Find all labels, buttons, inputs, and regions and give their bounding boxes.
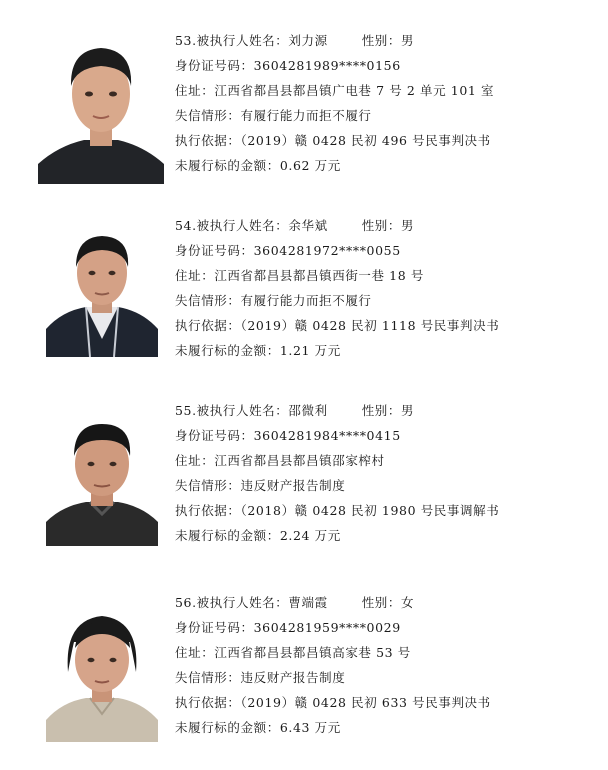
gender-label: 性别： [361,403,402,418]
id-value: 3604281984****0415 [253,428,401,443]
name-label: 56.被执行人姓名： [175,595,289,610]
status-line [175,473,499,498]
address-value: 江西省都昌县都昌镇广电巷 7 号 2 单元 101 室 [214,83,495,98]
debtor-entry-55 [0,398,608,578]
status-value: 违反财产报告制度 [240,478,346,493]
amount-value: 2.24 万元 [279,528,341,543]
address-value: 江西省都昌县都昌镇邵家榨村 [214,453,385,468]
basis-line [175,498,499,523]
status-label: 失信情形： [175,293,241,308]
basis-line [175,690,491,715]
id-line [175,423,499,448]
status-value: 有履行能力而拒不履行 [240,108,372,123]
basis-label: 执行依据： [175,503,241,518]
debtor-entry-56 [0,590,608,770]
debtor-name: 邵微利 [288,403,328,418]
amount-value: 0.62 万元 [279,158,341,173]
address-label: 住址： [175,268,215,283]
status-label: 失信情形： [175,108,241,123]
gender-value: 男 [401,33,415,48]
name-label: 54.被执行人姓名： [175,218,289,233]
basis-value: （2018）赣 0428 民初 1980 号民事调解书 [240,503,500,518]
id-value: 3604281972****0055 [253,243,401,258]
address-line [175,640,491,665]
address-value: 江西省都昌县都昌镇高家巷 53 号 [214,645,411,660]
address-line [175,448,499,473]
debtor-info [175,398,499,548]
person-photo-icon [46,602,158,742]
address-value: 江西省都昌县都昌镇西街一巷 18 号 [214,268,424,283]
status-value: 违反财产报告制度 [240,670,346,685]
basis-value: （2019）赣 0428 民初 633 号民事判决书 [240,695,491,710]
debtor-info [175,590,491,740]
amount-line [175,338,499,363]
status-label: 失信情形： [175,670,241,685]
debtor-entry-54 [0,213,608,393]
status-line [175,103,494,128]
basis-line [175,313,499,338]
amount-value: 1.21 万元 [279,343,341,358]
id-label: 身份证号码： [175,58,254,73]
person-photo-icon [46,410,158,546]
gender-value: 男 [401,218,415,233]
id-label: 身份证号码： [175,620,254,635]
name-line [175,590,491,615]
id-line [175,615,491,640]
status-value: 有履行能力而拒不履行 [240,293,372,308]
gender-label: 性别： [361,218,402,233]
status-line [175,665,491,690]
id-value: 3604281959****0029 [253,620,401,635]
status-label: 失信情形： [175,478,241,493]
gender-label: 性别： [361,595,402,610]
amount-line [175,715,491,740]
amount-label: 未履行标的金额： [175,343,280,358]
amount-label: 未履行标的金额： [175,720,280,735]
debtor-name: 曹端霞 [288,595,328,610]
debtor-info [175,213,499,363]
debtor-name: 余华斌 [288,218,328,233]
name-label: 55.被执行人姓名： [175,403,289,418]
address-label: 住址： [175,645,215,660]
basis-value: （2019）赣 0428 民初 1118 号民事判决书 [240,318,500,333]
basis-label: 执行依据： [175,695,241,710]
gender-value: 男 [401,403,415,418]
basis-label: 执行依据： [175,133,241,148]
status-line [175,288,499,313]
basis-line [175,128,494,153]
address-line [175,263,499,288]
amount-line [175,523,499,548]
debtor-entry-53 [0,28,608,208]
person-photo-icon [46,221,158,357]
debtor-name: 刘力源 [288,33,328,48]
basis-label: 执行依据： [175,318,241,333]
name-line [175,213,499,238]
debtor-info [175,28,494,178]
id-label: 身份证号码： [175,243,254,258]
name-label: 53.被执行人姓名： [175,33,289,48]
id-line [175,238,499,263]
id-line [175,53,494,78]
gender-value: 女 [401,595,415,610]
address-line [175,78,494,103]
gender-label: 性别： [361,33,402,48]
id-value: 3604281989****0156 [253,58,401,73]
amount-line [175,153,494,178]
amount-value: 6.43 万元 [279,720,341,735]
address-label: 住址： [175,83,215,98]
name-line [175,398,499,423]
name-line [175,28,494,53]
person-photo-icon [38,28,164,184]
address-label: 住址： [175,453,215,468]
basis-value: （2019）赣 0428 民初 496 号民事判决书 [240,133,491,148]
amount-label: 未履行标的金额： [175,158,280,173]
id-label: 身份证号码： [175,428,254,443]
amount-label: 未履行标的金额： [175,528,280,543]
